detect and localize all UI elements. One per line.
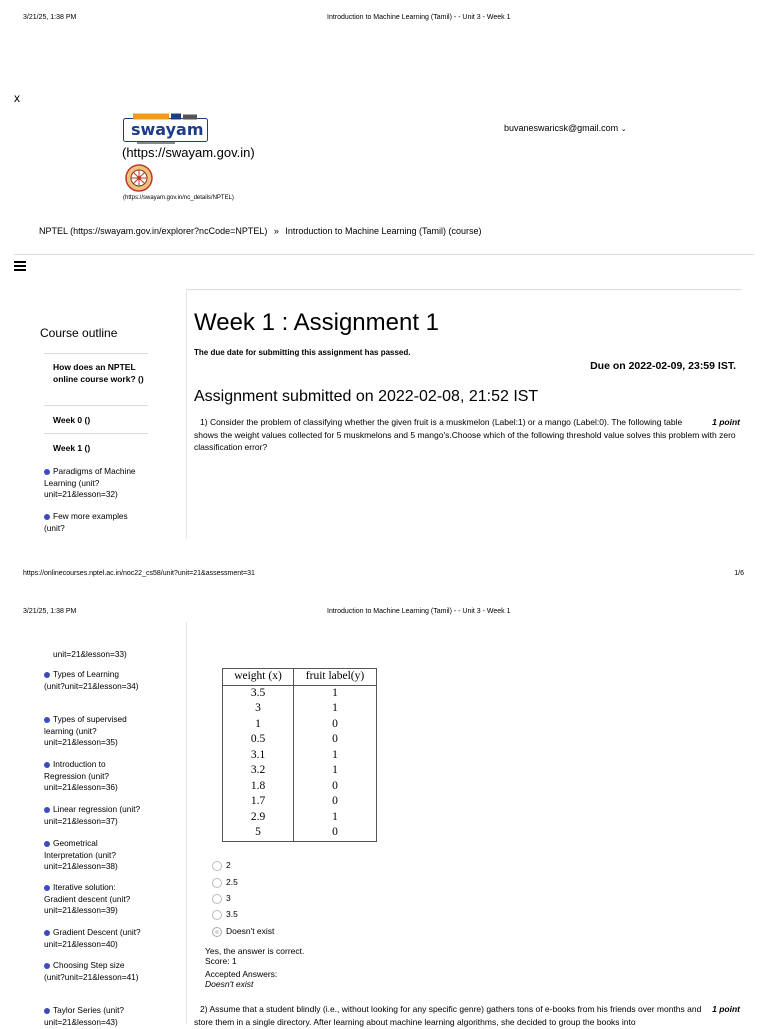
sidebar-lesson[interactable]: Choosing Step size (unit?unit=21&lesson=41) (44, 960, 139, 982)
course-outline-title: Course outline (40, 326, 118, 340)
swayam-logo-text: swayam (131, 120, 204, 139)
sidebar-item-week-1[interactable]: Week 1 () (53, 443, 91, 453)
table-header-row (223, 669, 377, 686)
weight-cell: 3 (223, 701, 294, 717)
lesson-status-dot (44, 717, 50, 723)
radio-button[interactable] (212, 861, 222, 871)
lesson-status-dot (44, 762, 50, 768)
score: Score: 1 (205, 956, 237, 966)
lesson-status-dot (44, 963, 50, 969)
accepted-answers-label: Accepted Answers: (205, 969, 278, 979)
question-1 (194, 416, 740, 454)
option-3-5[interactable]: 3.5 (212, 909, 238, 920)
table-row (223, 763, 377, 779)
sidebar-lesson[interactable]: Geometrical Interpretation (unit?unit=21&lesson=38) (44, 838, 118, 871)
lesson-status-dot (44, 672, 50, 678)
weight-cell: 1 (223, 717, 294, 733)
sidebar-lesson[interactable]: Introduction to Regression (unit?unit=21&lesson=36) (44, 759, 118, 792)
accepted-answer-value: Doesn't exist (205, 979, 254, 989)
lesson-status-dot (44, 841, 50, 847)
breadcrumb (39, 226, 482, 236)
question-2-points: 1 point (712, 1004, 740, 1014)
table-row (223, 701, 377, 717)
print-page-number: 1/6 (734, 570, 744, 577)
main-panel-top-border (186, 289, 742, 290)
radio-button[interactable] (212, 878, 222, 888)
table-row (223, 810, 377, 826)
label-cell: 1 (294, 810, 377, 826)
swayam-home-link[interactable]: (https://swayam.gov.in) (122, 145, 255, 160)
user-menu[interactable] (504, 123, 627, 133)
question-1-points: 1 point (712, 417, 740, 427)
lesson-status-dot (44, 1008, 50, 1014)
label-cell: 0 (294, 794, 377, 810)
table-row (223, 825, 377, 841)
main-panel-left-border (186, 622, 187, 1024)
swayam-logo-graphic (123, 113, 208, 145)
sidebar-divider (44, 353, 148, 354)
weight-label-table (222, 668, 377, 842)
weight-cell: 3.1 (223, 748, 294, 764)
table-row (223, 685, 377, 701)
swayam-logo[interactable] (123, 113, 208, 145)
question-2-number: 2) (200, 1004, 208, 1014)
user-email: buvaneswaricsk@gmail.com (504, 123, 619, 133)
lesson-status-dot (44, 930, 50, 936)
main-panel-left-border (186, 289, 187, 539)
breadcrumb-course-link[interactable]: Introduction to Machine Learning (Tamil) (course) (285, 226, 482, 236)
lesson-status-dot (44, 885, 50, 891)
print-title: Introduction to Machine Learning (Tamil) - - Unit 3 - Week 1 (327, 608, 511, 615)
column-header-weight: weight (x) (223, 669, 294, 686)
table-row (223, 748, 377, 764)
weight-cell: 2.9 (223, 810, 294, 826)
hamburger-menu-icon[interactable] (14, 261, 26, 271)
label-cell: 0 (294, 825, 377, 841)
chevron-down-icon: ⌄ (620, 126, 627, 133)
question-1-number: 1) (200, 417, 208, 427)
sidebar-lesson[interactable]: Linear regression (unit?unit=21&lesson=37) (44, 804, 141, 826)
sidebar-item-how-it-works[interactable]: How does an NPTEL online course work? () (53, 362, 144, 384)
lesson-status-dot (44, 807, 50, 813)
label-cell: 0 (294, 779, 377, 795)
option-2[interactable]: 2 (212, 860, 231, 871)
sidebar-divider (44, 433, 148, 434)
nptel-link[interactable]: (https://swayam.gov.in/nc_details/NPTEL) (123, 195, 234, 201)
weight-cell: 3.2 (223, 763, 294, 779)
table-row (223, 732, 377, 748)
radio-button[interactable] (212, 894, 222, 904)
weight-cell: 1.8 (223, 779, 294, 795)
label-cell: 1 (294, 685, 377, 701)
submission-status: Assignment submitted on 2022-02-08, 21:52 IST (194, 388, 539, 405)
print-date: 3/21/25, 1:38 PM (23, 14, 77, 21)
nptel-logo-icon[interactable] (125, 164, 153, 192)
label-cell: 1 (294, 748, 377, 764)
print-url: https://onlinecourses.nptel.ac.in/noc22_cs58/unit?unit=21&assessment=31 (23, 570, 255, 577)
breadcrumb-separator: » (273, 226, 279, 236)
close-icon[interactable]: x (14, 91, 20, 105)
table-row (223, 779, 377, 795)
due-date-passed-notice: The due date for submitting this assignment has passed. (194, 348, 411, 357)
print-title: Introduction to Machine Learning (Tamil) - - Unit 3 - Week 1 (327, 14, 511, 21)
weight-cell: 3.5 (223, 685, 294, 701)
question-2-text: Assume that a student blindly (i.e., without looking for any specific genre) gathers tons of e-books from his friends over months and store them in a single directory. After learning about machine learning algorithms, she decided to group the books into (194, 1004, 702, 1027)
table-row (223, 717, 377, 733)
column-header-label: fruit label(y) (294, 669, 377, 686)
sidebar-lesson[interactable]: Iterative solution: Gradient descent (unit?unit=21&lesson=39) (44, 882, 131, 915)
option-doesnt-exist[interactable]: Doesn't exist (212, 926, 274, 937)
weight-cell: 1.7 (223, 794, 294, 810)
option-2-5[interactable]: 2.5 (212, 877, 238, 888)
sidebar-lesson[interactable]: Few more examples (unit? (44, 511, 128, 533)
weight-cell: 0.5 (223, 732, 294, 748)
radio-button[interactable] (212, 910, 222, 920)
sidebar-divider (44, 405, 148, 406)
label-cell: 1 (294, 763, 377, 779)
header-divider (14, 254, 754, 255)
label-cell: 0 (294, 717, 377, 733)
table-row (223, 794, 377, 810)
label-cell: 0 (294, 732, 377, 748)
lesson-status-dot (44, 514, 50, 520)
sidebar-item-week-0[interactable]: Week 0 () (53, 415, 91, 425)
breadcrumb-nptel-link[interactable]: NPTEL (https://swayam.gov.in/explorer?ncCode=NPTEL) (39, 226, 268, 236)
sidebar-lesson[interactable]: Taylor Series (unit?unit=21&lesson=43) (44, 1005, 125, 1027)
sidebar-lesson[interactable]: Gradient Descent (unit?unit=21&lesson=40) (44, 927, 141, 949)
lesson-status-dot (44, 469, 50, 475)
question-2 (194, 1003, 740, 1029)
answer-feedback (205, 946, 304, 989)
weight-cell: 5 (223, 825, 294, 841)
sidebar-lesson[interactable]: Types of supervised learning (unit?unit=21&lesson=35) (44, 714, 127, 747)
question-1-text: Consider the problem of classifying whether the given fruit is a muskmelon (Label:1) or a mango (Label:0). The following table shows the weight values collected for 5 muskmelons and 5 mango's.Choose which of the following threshold value solves this problem with zero classification error? (194, 417, 736, 452)
page-title: Week 1 : Assignment 1 (194, 309, 440, 336)
due-date: Due on 2022-02-09, 23:59 IST. (590, 360, 736, 372)
option-3[interactable]: 3 (212, 893, 231, 904)
weight-table-container (222, 668, 377, 842)
sidebar-lesson[interactable]: Types of Learning (unit?unit=21&lesson=34) (44, 669, 139, 691)
radio-button-selected[interactable] (212, 927, 222, 937)
feedback-correct: Yes, the answer is correct. (205, 946, 305, 956)
sidebar-lesson-continued[interactable]: unit=21&lesson=33) (53, 649, 127, 659)
print-date: 3/21/25, 1:38 PM (23, 608, 77, 615)
label-cell: 1 (294, 701, 377, 717)
sidebar-lesson[interactable]: Paradigms of Machine Learning (unit?unit=21&lesson=32) (44, 466, 136, 499)
